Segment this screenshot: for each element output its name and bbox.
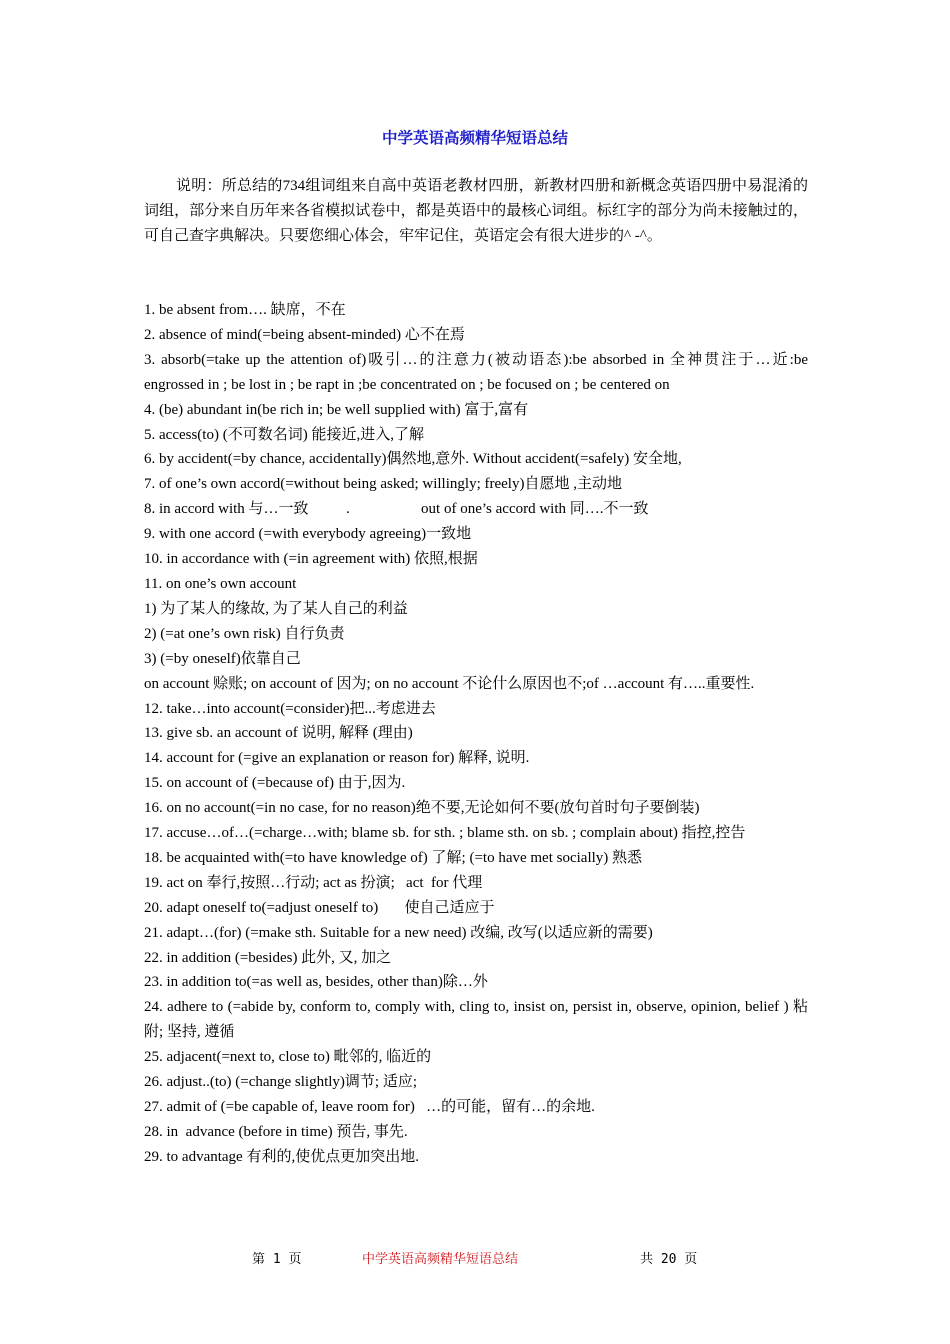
list-item: 12. take…into account(=consider)把...考虑进去 <box>144 700 436 717</box>
list-item: 1. be absent from…. 缺席，不在 <box>144 302 346 318</box>
list-item: 18. be acquainted with(=to have knowledge of) 了解; (=to have met socially) 熟悉 <box>144 849 643 866</box>
list-item: 23. in addition to(=as well as, besides, other than)除…外 <box>144 974 488 991</box>
list-item: 2) (=at one’s own risk) 自行负责 <box>144 625 345 642</box>
document-title: 中学英语高频精华短语总结 <box>381 129 568 147</box>
list-item: 19. act on 奉行,按照…行动; act as 扮演; act for 代理 <box>144 874 483 891</box>
list-item: 5. access(to) (不可数名词) 能接近,进入,了解 <box>144 426 424 443</box>
list-item: 7. of one’s own accord(=without being asked; willingly; freely)自愿地 ,主动地 <box>144 476 622 493</box>
list-item: 9. with one accord (=with everybody agreeing)一致地 <box>144 526 472 543</box>
list-item: 15. on account of (=because of) 由于,因为. <box>144 775 406 792</box>
list-item: 29. to advantage 有利的,使优点更加突出地. <box>144 1148 419 1165</box>
page-footer <box>0 1248 950 1268</box>
list-item: 28. in advance (before in time) 预告, 事先. <box>144 1123 408 1140</box>
list-item: 27. admit of (=be capable of, leave room for) …的可能，留有…的余地. <box>144 1099 595 1115</box>
list-item: 1) 为了某人的缘故, 为了某人自己的利益 <box>144 600 408 617</box>
footer-title: 中学英语高频精华短语总结 <box>362 1252 519 1267</box>
list-item: 22. in addition (=besides) 此外, 又, 加之 <box>144 949 392 966</box>
list-item: 14. account for (=give an explanation or reason for) 解释, 说明. <box>144 750 530 767</box>
list-item: on account 赊账; on account of 因为; on no account 不论什么原因也不;of …account 有…..重要性. <box>144 675 755 692</box>
phrase-list <box>144 298 808 1170</box>
list-item: 17. accuse…of…(=charge…with; blame sb. for sth. ; blame sth. on sb. ; complain about) 指控,控告 <box>144 825 746 842</box>
list-item: 16. on no account(=in no case, for no reason)绝不要,无论如何不要(放句首时句子要倒装) <box>144 800 700 817</box>
list-item: 13. give sb. an account of 说明, 解释 (理由) <box>144 725 413 742</box>
list-item: 4. (be) abundant in(be rich in; be well supplied with) 富于,富有 <box>144 401 529 418</box>
list-item: 6. by accident(=by chance, accidentally)偶然地,意外. Without accident(=safely) 安全地, <box>144 451 682 468</box>
list-item: 24. adhere to (=abide by, conform to, comply with, cling to, insist on, persist in, observe, opinion, belief ) 粘附; 坚持, 遵循 <box>144 999 808 1041</box>
list-item: 2. absence of mind(=being absent-minded) 心不在焉 <box>144 326 465 343</box>
list-item: 21. adapt…(for) (=make sth. Suitable for a new need) 改编, 改写(以适应新的需要) <box>144 924 653 941</box>
page-total: 共 20 页 <box>640 1252 698 1267</box>
list-item: 20. adapt oneself to(=adjust oneself to) 使自己适应于 <box>144 899 495 916</box>
list-item: 10. in accordance with (=in agreement with) 依照,根据 <box>144 551 478 568</box>
intro-paragraph: 说明：所总结的734组词组来自高中英语老教材四册，新教材四册和新概念英语四册中易混淆的词组，部分来自历年来各省模拟试卷中，都是英语中的最核心词组。标红字的部分为尚未接触过的，可自己查字典解决。只要您细心体会，牢牢记住，英语定会有很大进步的^ -^。 <box>144 178 808 244</box>
list-item: 26. adjust..(to) (=change slightly)调节; 适应; <box>144 1074 418 1091</box>
page-number: 第 1 页 <box>252 1252 302 1267</box>
list-item: 3) (=by oneself)依靠自己 <box>144 650 301 667</box>
list-item: 11. on one’s own account <box>144 575 297 592</box>
list-item: 3. absorb(=take up the attention of)吸引…的注意力(被动语态):be absorbed in 全神贯注于…近:be engrossed in ; be lost in ; be rapt in ;be concentrated on ; be focused on ; be centered on <box>144 351 808 393</box>
list-item: 25. adjacent(=next to, close to) 毗邻的, 临近的 <box>144 1049 432 1066</box>
list-item: 8. in accord with 与…一致 . out of one’s accord with 同….不一致 <box>144 501 649 518</box>
